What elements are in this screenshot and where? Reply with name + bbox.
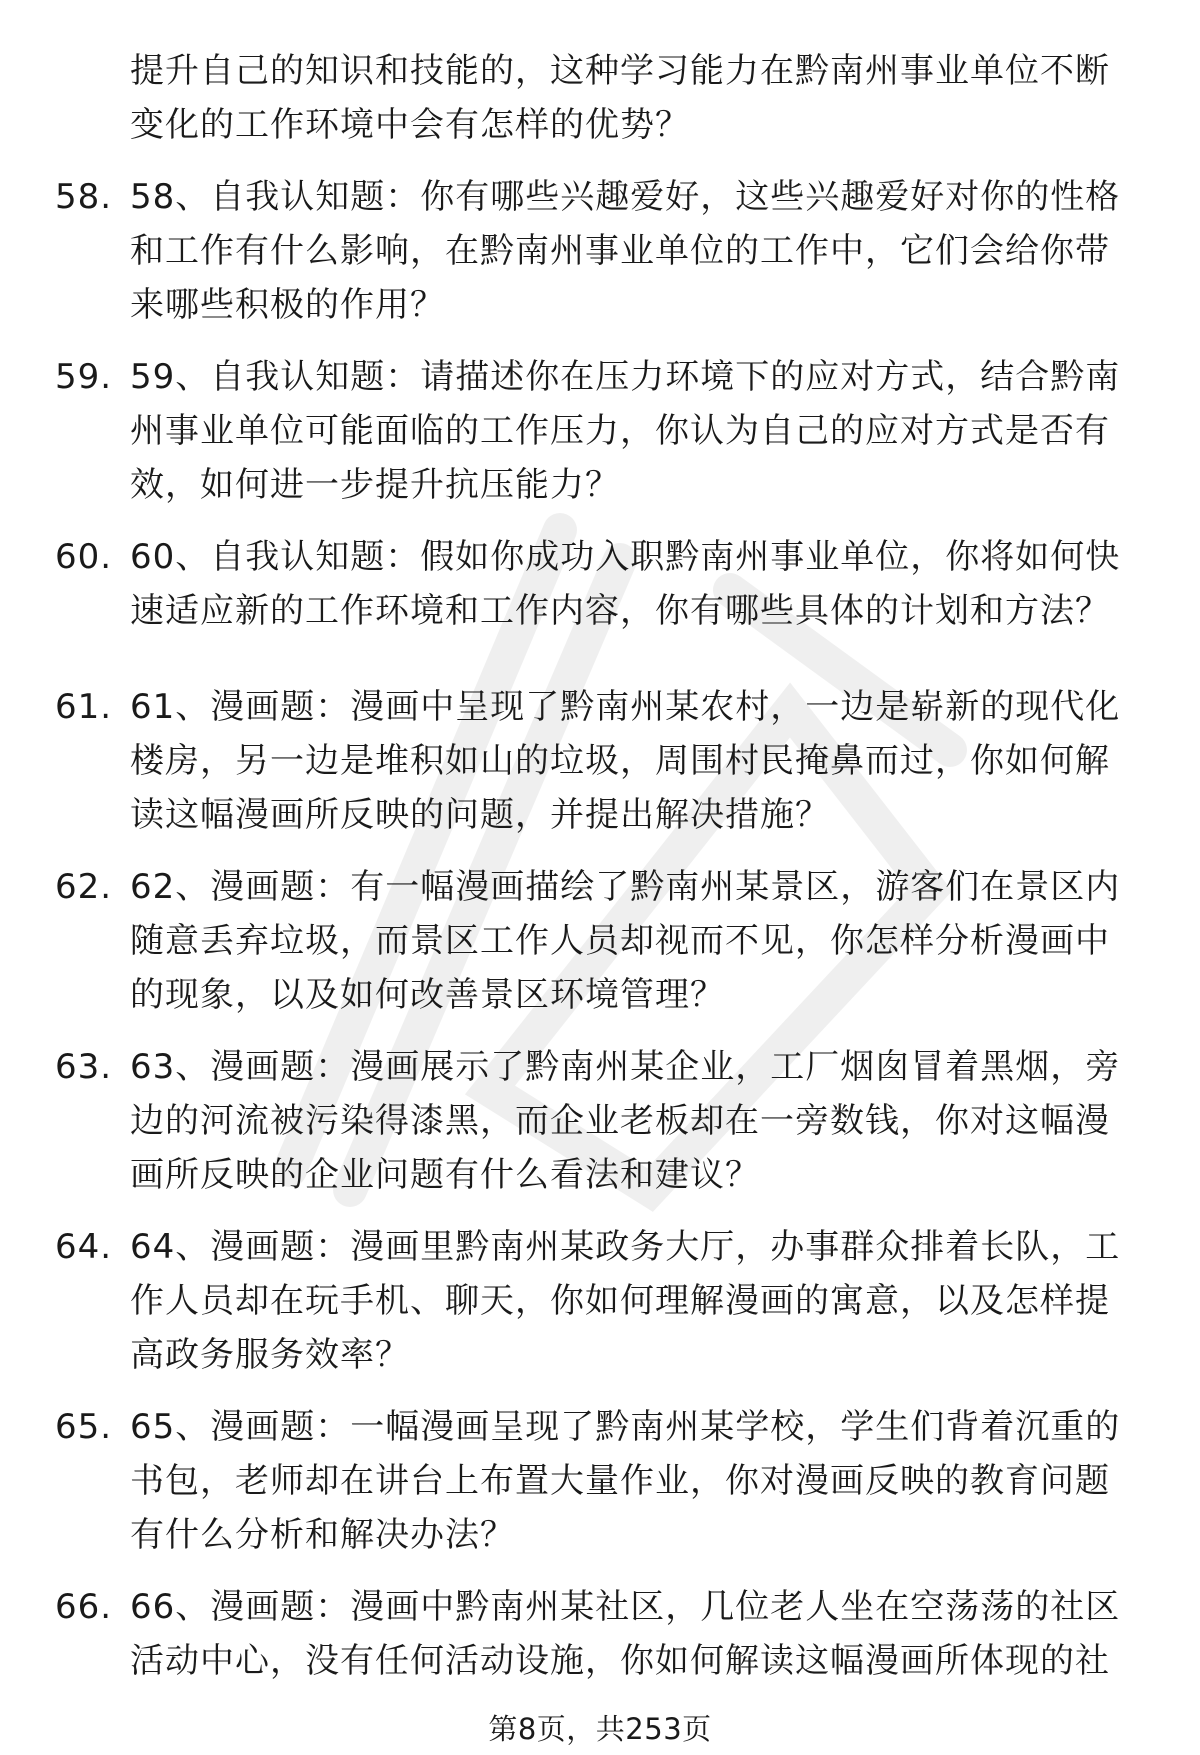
question-number: 58. bbox=[55, 177, 113, 217]
question-text: 64、漫画题：漫画里黔南州某政务大厅，办事群众排着长队，工作人员却在玩手机、聊天，你如何理解漫画的寓意，以及怎样提高政务服务效率？ bbox=[130, 1227, 1121, 1375]
continuation-text: 提升自己的知识和技能的，这种学习能力在黔南州事业单位不断变化的工作环境中会有怎样的优势？ bbox=[130, 51, 1110, 145]
question-number: 66. bbox=[55, 1587, 113, 1627]
question-text: 58、自我认知题：你有哪些兴趣爱好，这些兴趣爱好对你的性格和工作有什么影响，在黔南州事业单位的工作中，它们会给你带来哪些积极的作用？ bbox=[130, 177, 1121, 325]
question-text: 59、自我认知题：请描述你在压力环境下的应对方式，结合黔南州事业单位可能面临的工作压力，你认为自己的应对方式是否有效，如何进一步提升抗压能力？ bbox=[130, 357, 1121, 505]
question-text: 63、漫画题：漫画展示了黔南州某企业，工厂烟囱冒着黑烟，旁边的河流被污染得漆黑，而企业老板却在一旁数钱，你对这幅漫画所反映的企业问题有什么看法和建议？ bbox=[130, 1047, 1121, 1195]
question-number: 61. bbox=[55, 687, 113, 727]
question-number: 63. bbox=[55, 1047, 113, 1087]
question-text: 66、漫画题：漫画中黔南州某社区，几位老人坐在空荡荡的社区活动中心，没有任何活动设施，你如何解读这幅漫画所体现的社 bbox=[130, 1587, 1121, 1681]
question-text: 61、漫画题：漫画中呈现了黔南州某农村，一边是崭新的现代化楼房，另一边是堆积如山的垃圾，周围村民掩鼻而过，你如何解读这幅漫画所反映的问题，并提出解决措施？ bbox=[130, 687, 1121, 835]
question-text: 62、漫画题：有一幅漫画描绘了黔南州某景区，游客们在景区内随意丢弃垃圾，而景区工作人员却视而不见，你怎样分析漫画中的现象，以及如何改善景区环境管理？ bbox=[130, 867, 1121, 1015]
question-number: 60. bbox=[55, 537, 113, 577]
page-footer: 第8页，共253页 bbox=[488, 1712, 712, 1746]
question-number: 59. bbox=[55, 357, 113, 397]
question-text: 65、漫画题：一幅漫画呈现了黔南州某学校，学生们背着沉重的书包，老师却在讲台上布置大量作业，你对漫画反映的教育问题有什么分析和解决办法？ bbox=[130, 1407, 1121, 1555]
question-text: 60、自我认知题：假如你成功入职黔南州事业单位，你将如何快速适应新的工作环境和工作内容，你有哪些具体的计划和方法？ bbox=[130, 537, 1121, 631]
question-number: 64. bbox=[55, 1227, 113, 1267]
question-number: 62. bbox=[55, 867, 113, 907]
question-number: 65. bbox=[55, 1407, 113, 1447]
